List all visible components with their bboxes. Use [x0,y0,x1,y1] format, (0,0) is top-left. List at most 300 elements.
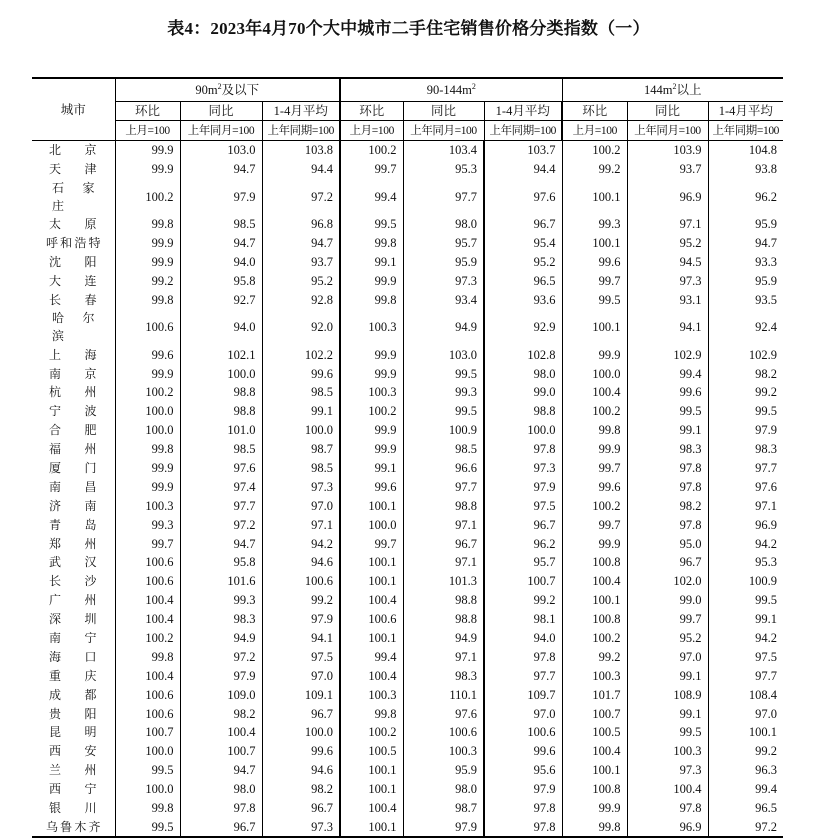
base-header-mom: 上月=100 [340,121,403,141]
table-row [32,364,783,383]
city-column-header: 城市 [32,78,115,141]
index-value: 96.7 [627,553,708,572]
city-name: 宁 波 [49,404,97,419]
index-value: 100.1 [340,553,403,572]
index-value: 98.1 [484,610,562,629]
index-value: 99.3 [115,515,180,534]
index-value: 98.0 [484,364,562,383]
city-name: 杭 州 [49,385,97,400]
index-value: 100.6 [262,572,340,591]
base-header-avg: 上年同期=100 [262,121,340,141]
index-value: 99.8 [115,799,180,818]
index-value: 102.2 [262,345,340,364]
index-value: 99.1 [262,402,340,421]
index-value: 99.6 [562,253,627,272]
index-value: 100.3 [403,742,484,761]
index-value: 94.5 [627,253,708,272]
index-value: 95.3 [708,553,783,572]
index-value: 98.3 [180,610,262,629]
index-value: 100.4 [562,572,627,591]
index-value: 93.8 [708,160,783,179]
index-value: 97.0 [708,704,783,723]
city-name: 南 宁 [49,631,97,646]
index-value: 92.7 [180,290,262,309]
index-value: 100.1 [340,780,403,799]
index-value: 100.6 [403,723,484,742]
index-value: 97.8 [627,799,708,818]
table-title: 表4：2023年4月70个大中城市二手住宅销售价格分类指数（一） [167,19,650,38]
table-row [32,271,783,290]
index-value: 99.7 [562,459,627,478]
index-value: 97.0 [484,704,562,723]
table-row [32,666,783,685]
index-value: 99.4 [708,780,783,799]
city-name: 武 汉 [49,555,97,570]
table-row [32,160,783,179]
index-value: 98.8 [180,402,262,421]
city-name: 哈 尔 滨 [52,311,95,344]
index-value: 100.0 [115,421,180,440]
index-value: 100.4 [340,799,403,818]
table-row [32,215,783,234]
table-row [32,477,783,496]
index-value: 99.6 [262,742,340,761]
index-value: 103.8 [262,141,340,160]
index-value: 97.7 [708,666,783,685]
city-name: 南 昌 [49,479,97,494]
index-value: 95.9 [708,215,783,234]
index-value: 97.8 [627,477,708,496]
index-value: 95.8 [180,271,262,290]
index-value: 96.2 [484,534,562,553]
index-value: 100.1 [340,629,403,648]
city-name: 昆 明 [49,725,97,740]
index-value: 97.9 [180,666,262,685]
index-value: 97.7 [484,666,562,685]
index-value: 97.9 [484,780,562,799]
table-row [32,234,783,253]
index-value: 98.2 [708,364,783,383]
index-value: 96.9 [708,515,783,534]
base-header-yoy: 上年同月=100 [627,121,708,141]
index-value: 98.2 [262,780,340,799]
index-value: 96.2 [708,179,783,215]
table-row [32,629,783,648]
index-value: 99.5 [403,402,484,421]
index-value: 99.8 [562,818,627,838]
index-value: 98.5 [262,459,340,478]
index-value: 100.4 [115,610,180,629]
index-value: 100.1 [562,591,627,610]
index-value: 103.0 [180,141,262,160]
index-value: 100.1 [340,572,403,591]
index-value: 100.6 [115,704,180,723]
index-value: 100.4 [562,742,627,761]
index-value: 108.4 [708,685,783,704]
sub-header-avg: 1-4月平均 [262,102,340,121]
index-value: 103.4 [403,141,484,160]
index-value: 95.2 [627,234,708,253]
index-value: 102.9 [627,345,708,364]
index-value: 109.1 [262,685,340,704]
base-header-avg: 上年同期=100 [484,121,562,141]
index-value: 97.1 [403,647,484,666]
city-name: 呼和浩特 [46,236,101,251]
index-value: 94.6 [262,761,340,780]
index-value: 96.9 [627,818,708,838]
index-value: 95.9 [403,253,484,272]
index-value: 96.8 [262,215,340,234]
index-value: 97.8 [627,515,708,534]
index-value: 95.3 [403,160,484,179]
sub-header-avg: 1-4月平均 [484,102,562,121]
table-row [32,421,783,440]
index-value: 99.6 [262,364,340,383]
index-value: 100.8 [562,610,627,629]
city-name: 大 连 [49,273,97,288]
index-value: 99.4 [340,179,403,215]
table-row [32,534,783,553]
index-value: 97.2 [708,818,783,838]
index-value: 97.2 [262,179,340,215]
index-value: 94.7 [262,234,340,253]
index-value: 99.2 [484,591,562,610]
index-value: 99.9 [115,459,180,478]
index-value: 100.2 [115,179,180,215]
index-value: 99.1 [708,610,783,629]
index-value: 100.8 [562,780,627,799]
index-value: 95.9 [708,271,783,290]
index-value: 99.1 [627,421,708,440]
index-value: 98.3 [708,440,783,459]
index-value: 99.7 [562,515,627,534]
index-value: 97.2 [180,647,262,666]
city-name: 乌鲁木齐 [46,819,101,834]
index-value: 100.5 [562,723,627,742]
table-row [32,290,783,309]
index-value: 99.2 [115,271,180,290]
index-value: 99.9 [340,345,403,364]
index-value: 103.0 [403,345,484,364]
index-value: 100.9 [708,572,783,591]
index-value: 99.9 [115,234,180,253]
index-value: 97.6 [484,179,562,215]
index-value: 99.9 [340,364,403,383]
index-value: 96.7 [403,534,484,553]
index-value: 100.1 [562,309,627,345]
index-value: 100.1 [562,761,627,780]
index-value: 98.8 [403,610,484,629]
table-row [32,591,783,610]
index-value: 98.8 [403,496,484,515]
index-value: 99.9 [115,253,180,272]
index-value: 97.7 [403,477,484,496]
index-value: 109.7 [484,685,562,704]
index-value: 100.2 [562,629,627,648]
index-value: 101.6 [180,572,262,591]
index-value: 96.5 [708,799,783,818]
sub-header-mom: 环比 [562,102,627,121]
index-value: 100.6 [115,553,180,572]
index-value: 99.8 [115,290,180,309]
index-value: 94.7 [180,234,262,253]
group-header-large: $144m^2$以上 [562,78,783,102]
index-value: 98.0 [403,780,484,799]
base-header-mom: 上月=100 [115,121,180,141]
index-value: 95.0 [627,534,708,553]
index-value: 98.3 [403,666,484,685]
index-value: 99.2 [562,647,627,666]
index-value: 95.8 [180,553,262,572]
index-value: 94.4 [262,160,340,179]
index-value: 97.1 [262,515,340,534]
index-value: 99.4 [627,364,708,383]
index-value: 100.7 [115,723,180,742]
index-value: 99.5 [115,818,180,838]
city-name: 重 庆 [49,668,97,683]
index-value: 98.8 [403,591,484,610]
index-value: 94.7 [180,534,262,553]
table-row [32,761,783,780]
index-value: 99.5 [403,364,484,383]
city-name: 广 州 [49,593,97,608]
index-value: 99.6 [484,742,562,761]
index-value: 93.3 [708,253,783,272]
index-value: 99.2 [562,160,627,179]
city-name: 长 沙 [49,574,97,589]
index-value: 100.3 [627,742,708,761]
index-value: 94.9 [403,309,484,345]
index-value: 97.1 [403,553,484,572]
index-value: 97.3 [627,271,708,290]
index-value: 96.7 [262,799,340,818]
table-row [32,723,783,742]
index-value: 99.7 [115,534,180,553]
base-header-avg: 上年同期=100 [708,121,783,141]
index-value: 97.5 [262,647,340,666]
city-name: 长 春 [49,292,97,307]
index-value: 97.6 [180,459,262,478]
index-value: 99.9 [562,799,627,818]
table-row [32,383,783,402]
index-value: 96.5 [484,271,562,290]
index-value: 99.9 [340,440,403,459]
index-value: 94.0 [180,309,262,345]
index-value: 97.0 [627,647,708,666]
index-value: 97.0 [262,666,340,685]
index-value: 93.6 [484,290,562,309]
price-index-table [32,77,783,838]
index-value: 100.4 [562,383,627,402]
index-value: 102.8 [484,345,562,364]
index-value: 103.7 [484,141,562,160]
index-value: 93.4 [403,290,484,309]
city-name: 贵 阳 [49,706,97,721]
index-value: 99.1 [340,459,403,478]
group-header-medium: $90-144m^2$ [340,78,562,102]
index-value: 100.1 [340,761,403,780]
index-value: 99.7 [340,534,403,553]
city-name: 福 州 [49,442,97,457]
index-value: 99.7 [627,610,708,629]
index-value: 95.4 [484,234,562,253]
table-row [32,496,783,515]
index-value: 94.2 [708,534,783,553]
sub-header-yoy: 同比 [403,102,484,121]
table-row [32,141,783,160]
index-value: 99.3 [403,383,484,402]
index-value: 100.0 [562,364,627,383]
index-value: 94.9 [180,629,262,648]
index-value: 100.6 [115,309,180,345]
index-value: 100.8 [562,553,627,572]
index-value: 95.7 [484,553,562,572]
index-value: 94.0 [484,629,562,648]
index-value: 100.3 [340,309,403,345]
index-value: 99.0 [484,383,562,402]
index-value: 99.8 [340,704,403,723]
index-value: 100.2 [340,141,403,160]
city-name: 厦 门 [49,461,97,476]
index-value: 100.2 [562,496,627,515]
index-value: 99.8 [340,234,403,253]
sub-header-mom: 环比 [340,102,403,121]
index-value: 98.5 [403,440,484,459]
index-value: 99.8 [115,647,180,666]
index-value: 100.4 [115,591,180,610]
index-value: 97.9 [708,421,783,440]
index-value: 96.6 [403,459,484,478]
index-value: 95.2 [262,271,340,290]
table-row [32,704,783,723]
index-value: 92.8 [262,290,340,309]
index-value: 97.3 [627,761,708,780]
index-value: 100.1 [708,723,783,742]
index-value: 95.2 [627,629,708,648]
index-value: 96.7 [484,515,562,534]
sub-header-avg: 1-4月平均 [708,102,783,121]
index-value: 99.9 [562,345,627,364]
index-value: 99.9 [115,141,180,160]
index-value: 100.2 [115,383,180,402]
index-value: 97.9 [403,818,484,838]
index-value: 99.5 [115,761,180,780]
index-value: 99.6 [627,383,708,402]
index-value: 99.5 [627,723,708,742]
city-name: 银 川 [49,801,97,816]
index-value: 101.7 [562,685,627,704]
group-header-small: $90m^2$及以下 [115,78,340,102]
index-value: 94.2 [262,534,340,553]
index-value: 100.6 [340,610,403,629]
index-value: 92.4 [708,309,783,345]
index-value: 99.9 [562,534,627,553]
table-row [32,253,783,272]
index-value: 100.4 [340,591,403,610]
index-value: 104.8 [708,141,783,160]
index-value: 100.4 [627,780,708,799]
index-value: 96.7 [484,215,562,234]
city-name: 西 安 [49,744,97,759]
index-value: 99.5 [708,591,783,610]
index-value: 95.6 [484,761,562,780]
index-value: 100.7 [180,742,262,761]
index-value: 100.3 [115,496,180,515]
index-value: 96.9 [627,179,708,215]
table-row [32,345,783,364]
index-value: 100.1 [340,818,403,838]
index-value: 94.1 [262,629,340,648]
index-value: 101.0 [180,421,262,440]
table-row [32,610,783,629]
index-value: 100.3 [340,685,403,704]
index-value: 97.9 [180,179,262,215]
index-value: 94.1 [627,309,708,345]
index-value: 102.9 [708,345,783,364]
index-value: 98.2 [627,496,708,515]
index-value: 94.9 [403,629,484,648]
index-value: 99.2 [262,591,340,610]
index-value: 99.2 [708,383,783,402]
index-value: 94.4 [484,160,562,179]
index-value: 100.6 [115,572,180,591]
table-row [32,440,783,459]
index-value: 99.4 [340,647,403,666]
index-value: 97.6 [708,477,783,496]
index-value: 100.0 [115,742,180,761]
city-name: 济 南 [49,498,97,513]
index-value: 97.7 [708,459,783,478]
index-value: 100.5 [340,742,403,761]
index-value: 100.0 [262,421,340,440]
index-value: 98.0 [403,215,484,234]
index-value: 99.1 [340,253,403,272]
index-value: 100.2 [115,629,180,648]
city-name: 成 都 [49,687,97,702]
index-value: 100.0 [484,421,562,440]
index-value: 92.9 [484,309,562,345]
table-row [32,459,783,478]
index-value: 99.6 [562,477,627,496]
index-value: 99.3 [562,215,627,234]
index-value: 100.0 [262,723,340,742]
index-value: 97.3 [262,818,340,838]
index-value: 102.1 [180,345,262,364]
city-name: 上 海 [49,347,97,362]
index-value: 98.8 [180,383,262,402]
index-value: 92.0 [262,309,340,345]
index-value: 94.2 [708,629,783,648]
index-value: 99.9 [340,421,403,440]
table-row [32,179,783,215]
index-value: 97.8 [484,440,562,459]
table-row [32,647,783,666]
index-value: 98.2 [180,704,262,723]
index-value: 97.1 [403,515,484,534]
index-value: 93.5 [708,290,783,309]
index-value: 108.9 [627,685,708,704]
index-value: 100.6 [115,685,180,704]
sub-header-mom: 环比 [115,102,180,121]
index-value: 99.8 [115,215,180,234]
index-value: 100.1 [562,179,627,215]
index-value: 99.5 [708,402,783,421]
index-value: 99.8 [340,290,403,309]
index-value: 97.3 [403,271,484,290]
index-value: 97.4 [180,477,262,496]
index-value: 99.9 [562,440,627,459]
index-value: 99.5 [340,215,403,234]
